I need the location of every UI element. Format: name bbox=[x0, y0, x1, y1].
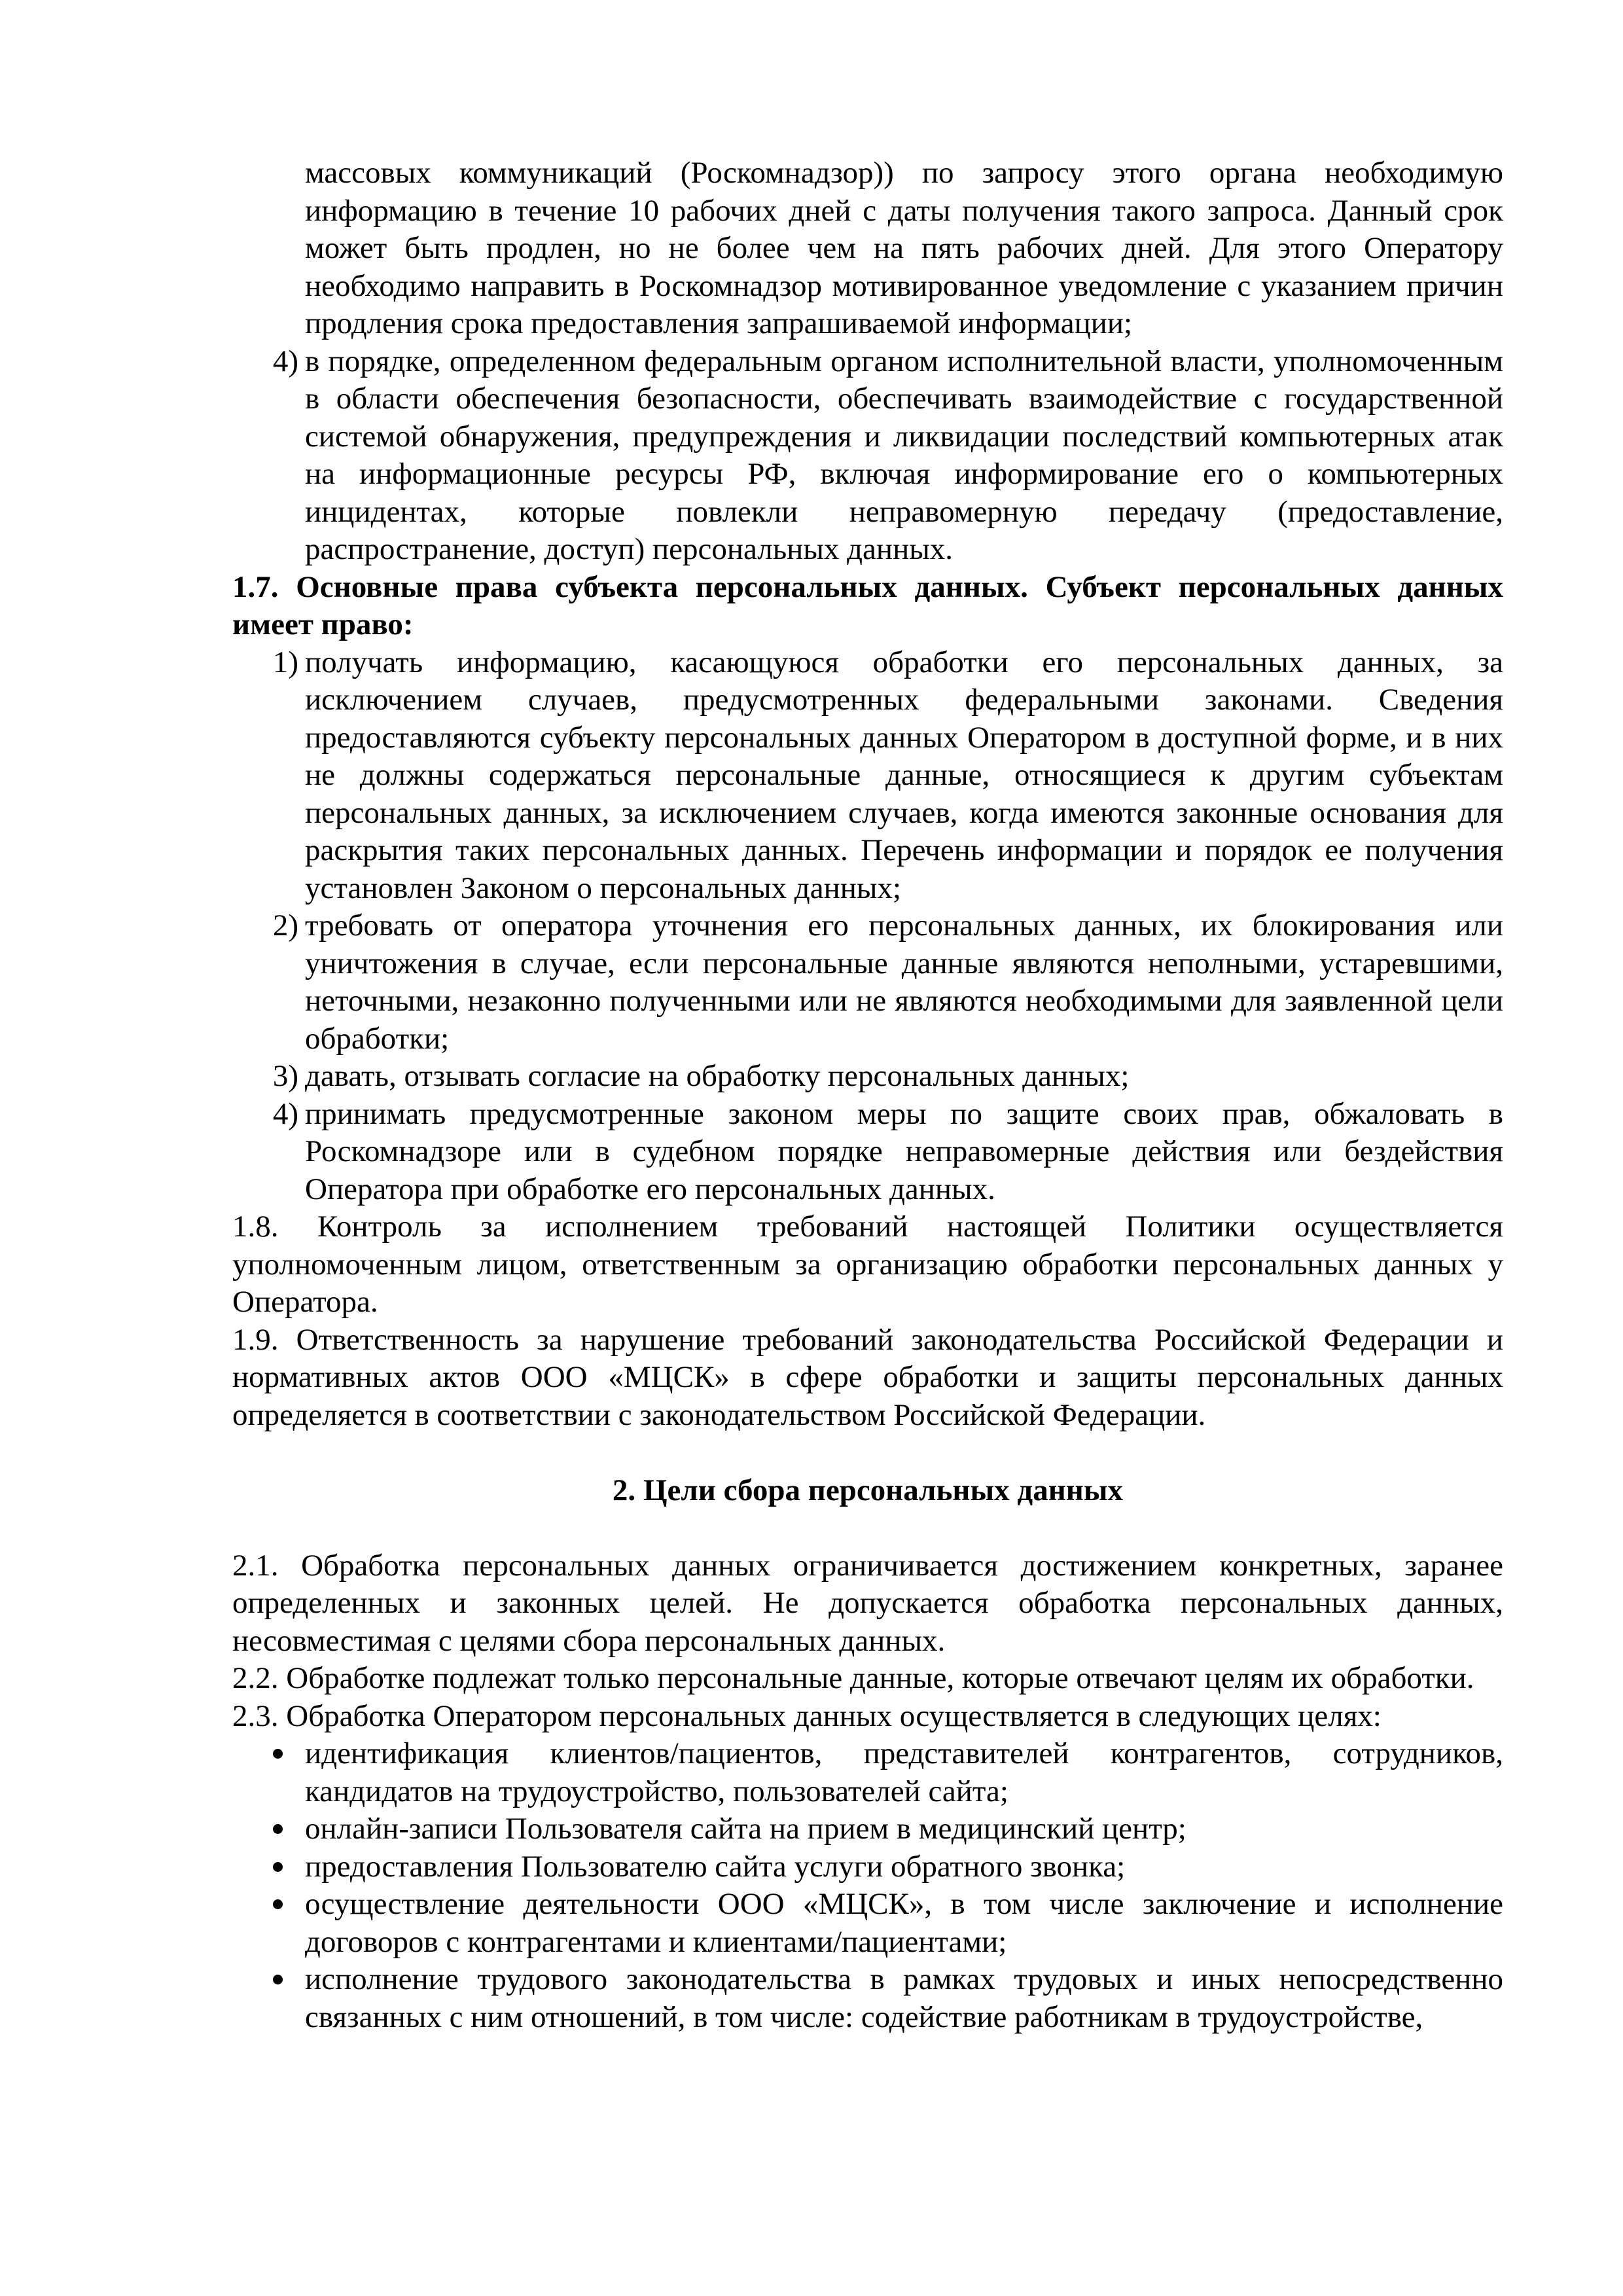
section-2-1: 2.1. Обработка персональных данных ограничивается достижением конкретных, заранее определенных и законных целей. Не допускается обработка персональных данных, несовместимая с целями сбора персональных данных. bbox=[232, 1548, 1503, 1658]
list-marker: 3) bbox=[272, 1059, 298, 1093]
list-item-text: исполнение трудового законодательства в рамках трудовых и иных непосредственно связанных с ним отношений, в том числе: содействие работникам в трудоустройстве, bbox=[305, 1962, 1503, 2034]
continuation-item bbox=[232, 154, 1503, 343]
purpose-item-1 bbox=[232, 1735, 1503, 1810]
list-item-text: требовать от оператора уточнения его персональных данных, их блокирования или уничтожения в случае, если персональные данные являются неполными, устаревшими, неточными, незаконно полученными или не являются необходимыми для заявленной цели обработки; bbox=[305, 908, 1503, 1056]
section-2-3: 2.3. Обработка Оператором персональных данных осуществляется в следующих целях: bbox=[232, 1698, 1382, 1733]
document-body bbox=[232, 154, 1503, 2036]
bullet-icon bbox=[273, 1749, 283, 1759]
purpose-item-2 bbox=[232, 1810, 1503, 1848]
section-2-2: 2.2. Обработке подлежат только персональные данные, которые отвечают целям их обработки. bbox=[232, 1661, 1474, 1695]
purpose-item-3 bbox=[232, 1848, 1503, 1886]
list-item-text: онлайн-записи Пользователя сайта на прием в медицинский центр; bbox=[305, 1812, 1186, 1846]
spacer bbox=[232, 1434, 1503, 1472]
rights-item-4 bbox=[232, 1096, 1503, 1209]
list-marker: 2) bbox=[272, 908, 298, 942]
rights-list bbox=[232, 644, 1503, 1209]
operator-duty-item-4 bbox=[232, 343, 1503, 569]
bullet-icon bbox=[273, 1862, 283, 1872]
rights-item-1 bbox=[232, 644, 1503, 908]
spacer bbox=[232, 1509, 1503, 1547]
continuation-text: массовых коммуникаций (Роскомнадзор)) по запросу этого органа необходимую информацию в течение 10 рабочих дней с даты получения такого запроса. Данный срок может быть продлен, но не более чем на пять рабочих дней. Для этого Оператору необходимо направить в Роскомнадзор мотивированное уведомление с указанием причин продления срока предоставления запрашиваемой информации; bbox=[305, 156, 1503, 340]
list-marker: 4) bbox=[272, 1096, 298, 1131]
section-1-9: 1.9. Ответственность за нарушение требований законодательства Российской Федерации и нормативных актов ООО «МЦСК» в сфере обработки и защиты персональных данных определяется в соответствии с законодательством Российской Федерации. bbox=[232, 1322, 1503, 1432]
section-1-7-heading: 1.7. Основные права субъекта персональных данных. Субъект персональных данных имеет право: bbox=[232, 569, 1503, 641]
list-item-text: получать информацию, касающуюся обработки его персональных данных, за исключением случаев, предусмотренных федеральными законами. Сведения предоставляются субъекту персональных данных Оператором в доступной форме, и в них не должны содержаться персональные данные, относящиеся к другим субъектам персональных данных, за исключением случаев, когда имеются законные основания для раскрытия таких персональных данных. Перечень информации и порядок ее получения установлен Законом о персональных данных; bbox=[305, 645, 1503, 905]
list-item-text: в порядке, определенном федеральным органом исполнительной власти, уполномоченным в области обеспечения безопасности, обеспечивать взаимодействие с государственной системой обнаружения, предупреждения и ликвидации последствий компьютерных атак на информационные ресурсы РФ, включая информирование его о компьютерных инцидентах, которые повлекли неправомерную передачу (предоставление, распространение, доступ) персональных данных. bbox=[305, 344, 1503, 566]
section-1-8: 1.8. Контроль за исполнением требований настоящей Политики осуществляется уполномоченным лицом, ответственным за организацию обработки персональных данных у Оператора. bbox=[232, 1210, 1503, 1319]
bullet-icon bbox=[273, 1975, 283, 1984]
list-marker: 4) bbox=[272, 344, 298, 378]
list-item-text: давать, отзывать согласие на обработку персональных данных; bbox=[305, 1059, 1130, 1093]
section-2-heading: 2. Цели сбора персональных данных bbox=[612, 1473, 1124, 1507]
rights-item-3 bbox=[232, 1058, 1503, 1096]
purpose-item-5 bbox=[232, 1961, 1503, 2036]
list-item-text: принимать предусмотренные законом меры по защите своих прав, обжаловать в Роскомнадзоре или в судебном порядке неправомерные действия или бездействия Оператора при обработке его персональных данных. bbox=[305, 1096, 1503, 1206]
rights-item-2 bbox=[232, 907, 1503, 1058]
bullet-icon bbox=[273, 1824, 283, 1834]
list-item-text: осуществление деятельности ООО «МЦСК», в том числе заключение и исполнение договоров с контрагентами и клиентами/пациентами; bbox=[305, 1887, 1503, 1959]
list-item-text: идентификация клиентов/пациентов, представителей контрагентов, сотрудников, кандидатов на трудоустройство, пользователей сайта; bbox=[305, 1736, 1503, 1808]
list-marker: 1) bbox=[272, 645, 298, 679]
purpose-item-4 bbox=[232, 1886, 1503, 1961]
purposes-list bbox=[232, 1735, 1503, 2036]
bullet-icon bbox=[273, 1899, 283, 1909]
list-item-text: предоставления Пользователю сайта услуги обратного звонка; bbox=[305, 1849, 1126, 1884]
